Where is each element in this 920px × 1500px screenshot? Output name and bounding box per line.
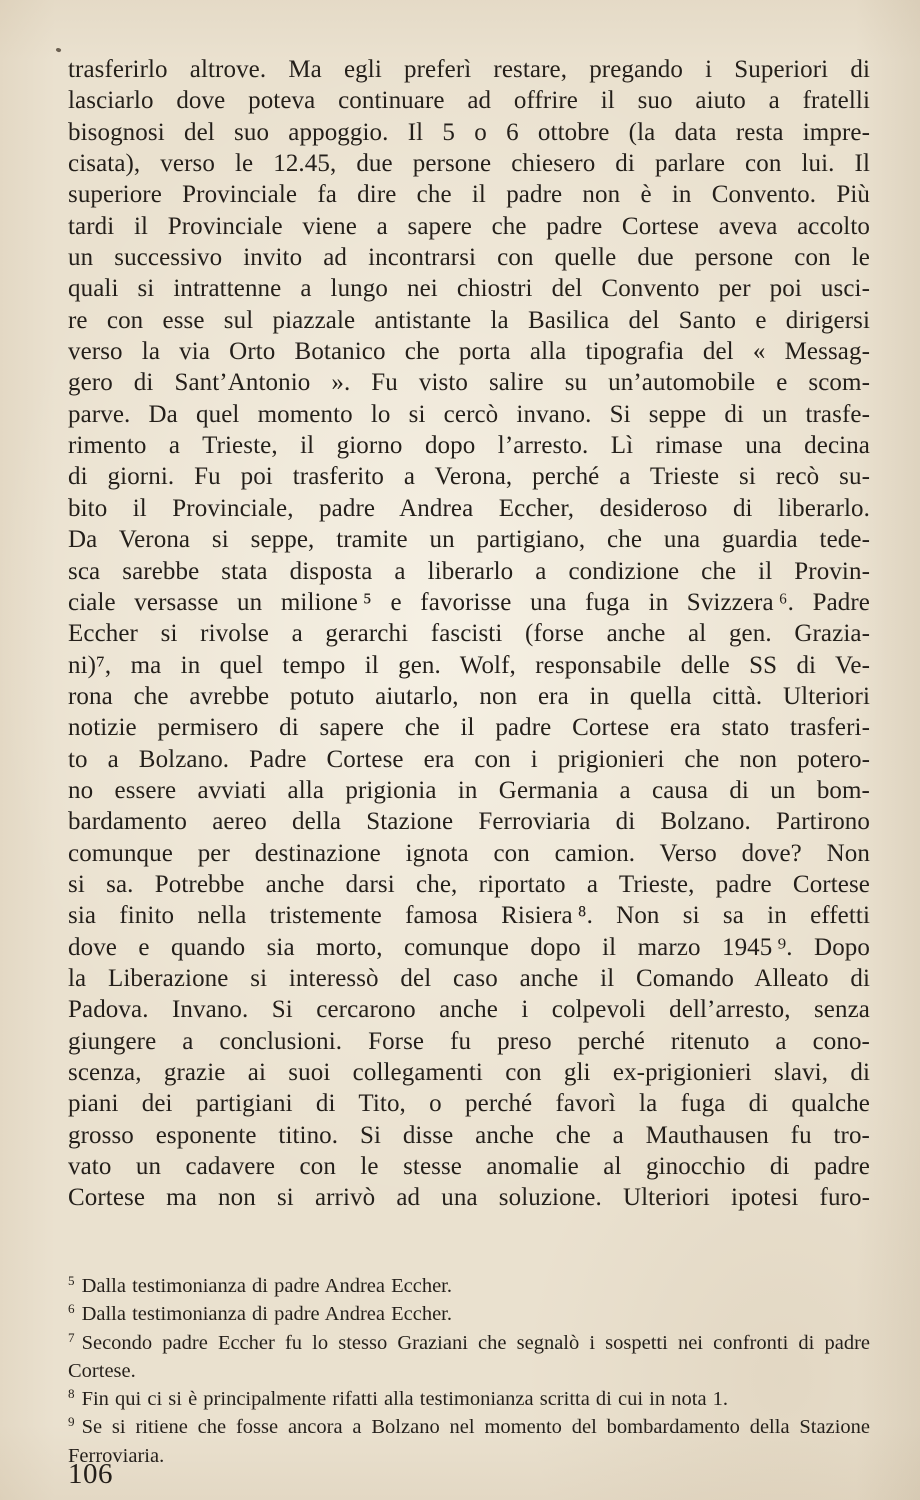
body-line: quali si intrattenne a lungo nei chiostri del Convento per poi usci- xyxy=(68,275,870,303)
footnote-text: Fin qui ci si è principalmente rifatti alla testimonianza scritta di cui in nota 1. xyxy=(81,1388,729,1411)
footnote-text: Dalla testimonianza di padre Andrea Eccher. xyxy=(81,1303,452,1326)
footnote-text: Cortese. xyxy=(68,1359,136,1382)
body-line: comunque per destinazione ignota con camion. Verso dove? Non xyxy=(68,839,870,867)
body-line: ciale versasse un milione ⁵ e favorisse una fuga in Svizzera ⁶. Padre xyxy=(68,588,870,616)
body-line: bardamento aereo della Stazione Ferroviaria di Bolzano. Partirono xyxy=(68,808,870,836)
body-line: no essere avviati alla prigionia in Germania a causa di un bom- xyxy=(68,776,870,804)
body-line: gero di Sant’Antonio ». Fu visto salire su un’automobile e scom- xyxy=(68,369,870,397)
body-line: notizie permisero di sapere che il padre Cortese era stato trasferi- xyxy=(68,714,870,742)
body-line: ni)⁷, ma in quel tempo il gen. Wolf, responsabile delle SS di Ve- xyxy=(68,651,870,679)
body-line: rona che avrebbe potuto aiutarlo, non era in quella città. Ulteriori xyxy=(68,682,870,710)
footnote-text: Secondo padre Eccher fu lo stesso Graziani che segnalò i sospetti nei confronti di padre xyxy=(81,1331,870,1354)
footnote: 8 Fin qui ci si è principalmente rifatti alla testimonianza scritta di cui in nota 1. xyxy=(68,1386,729,1411)
body-line: re con esse sul piazzale antistante la Basilica del Santo e dirigersi xyxy=(68,306,870,334)
footnote: 9 Se si ritiene che fosse ancora a Bolzano nel momento del bombardamento della Stazione Ferroviaria. xyxy=(68,1414,870,1467)
body-line: grosso esponente titino. Si disse anche che a Mauthausen fu tro- xyxy=(68,1121,870,1149)
body-line: dove e quando sia morto, comunque dopo il marzo 1945 ⁹. Dopo xyxy=(68,933,870,961)
ink-speck xyxy=(55,47,61,53)
body-line: Eccher si rivolse a gerarchi fascisti (forse anche al gen. Grazia- xyxy=(68,620,870,648)
body-line: sca sarebbe stata disposta a liberarlo a condizione che il Provin- xyxy=(68,557,870,585)
footnote: 6 Dalla testimonianza di padre Andrea Eccher. xyxy=(68,1301,452,1326)
footnote: 5 Dalla testimonianza di padre Andrea Eccher. xyxy=(68,1273,452,1297)
body-line: Da Verona si seppe, tramite un partigiano, che una guardia tede- xyxy=(68,526,870,554)
body-line: la Liberazione si interessò del caso anche il Comando Alleato di xyxy=(68,964,870,992)
body-line: bisognosi del suo appoggio. Il 5 o 6 ottobre (la data resta impre- xyxy=(68,118,870,146)
body-line: verso la via Orto Botanico che porta alla tipografia del « Messag- xyxy=(68,338,870,366)
body-line: sia finito nella tristemente famosa Risiera ⁸. Non si sa in effetti xyxy=(68,902,870,930)
body-line: Cortese ma non si arrivò ad una soluzione. Ulteriori ipotesi furo- xyxy=(68,1184,870,1212)
body-text xyxy=(68,54,870,1214)
body-line: scenza, grazie ai suoi collegamenti con gli ex-prigionieri slavi, di xyxy=(68,1059,870,1086)
body-line: cisata), verso le 12.45, due persone chiesero di parlare con lui. Il xyxy=(68,150,870,178)
body-line: un successivo invito ad incontrarsi con quelle due persone con le xyxy=(68,244,870,272)
page-number: 106 xyxy=(68,1458,113,1490)
footnote-text: Se si ritiene che fosse ancora a Bolzano nel momento del bombardamento della Stazione xyxy=(81,1416,870,1439)
body-line: bito il Provinciale, padre Andrea Eccher, desideroso di liberarlo. xyxy=(68,494,870,522)
body-line: di giorni. Fu poi trasferito a Verona, perché a Trieste si recò su- xyxy=(68,463,870,491)
body-line: superiore Provinciale fa dire che il padre non è in Convento. Più xyxy=(68,181,870,209)
body-line: rimento a Trieste, il giorno dopo l’arresto. Lì rimase una decina xyxy=(68,432,870,460)
footnote-text: Ferroviaria. xyxy=(68,1444,165,1467)
body-line: vato un cadavere con le stesse anomalie al ginocchio di padre xyxy=(68,1153,870,1181)
body-line: lasciarlo dove poteva continuare ad offrire il suo aiuto a fratelli xyxy=(68,87,870,115)
footnote-text: Dalla testimonianza di padre Andrea Eccher. xyxy=(81,1275,452,1297)
footnote: 7 Secondo padre Eccher fu lo stesso Graziani che segnalò i sospetti nei confronti di padre Cortese. xyxy=(68,1329,870,1382)
body-line: tardi il Provinciale viene a sapere che padre Cortese aveva accolto xyxy=(68,212,870,240)
body-line: Padova. Invano. Si cercarono anche i colpevoli dell’arresto, senza xyxy=(68,996,870,1024)
body-line: si sa. Potrebbe anche darsi che, riportato a Trieste, padre Cortese xyxy=(68,870,870,898)
body-line: trasferirlo altrove. Ma egli preferì restare, pregando i Superiori di xyxy=(68,56,870,83)
body-line: parve. Da quel momento lo si cercò invano. Si seppe di un trasfe- xyxy=(68,400,870,428)
body-line: to a Bolzano. Padre Cortese era con i prigionieri che non potero- xyxy=(68,745,870,773)
body-line: piani dei partigiani di Tito, o perché favorì la fuga di qualche xyxy=(68,1090,870,1118)
body-line: giungere a conclusioni. Forse fu preso perché ritenuto a cono- xyxy=(68,1027,870,1055)
footnotes xyxy=(68,1272,870,1470)
